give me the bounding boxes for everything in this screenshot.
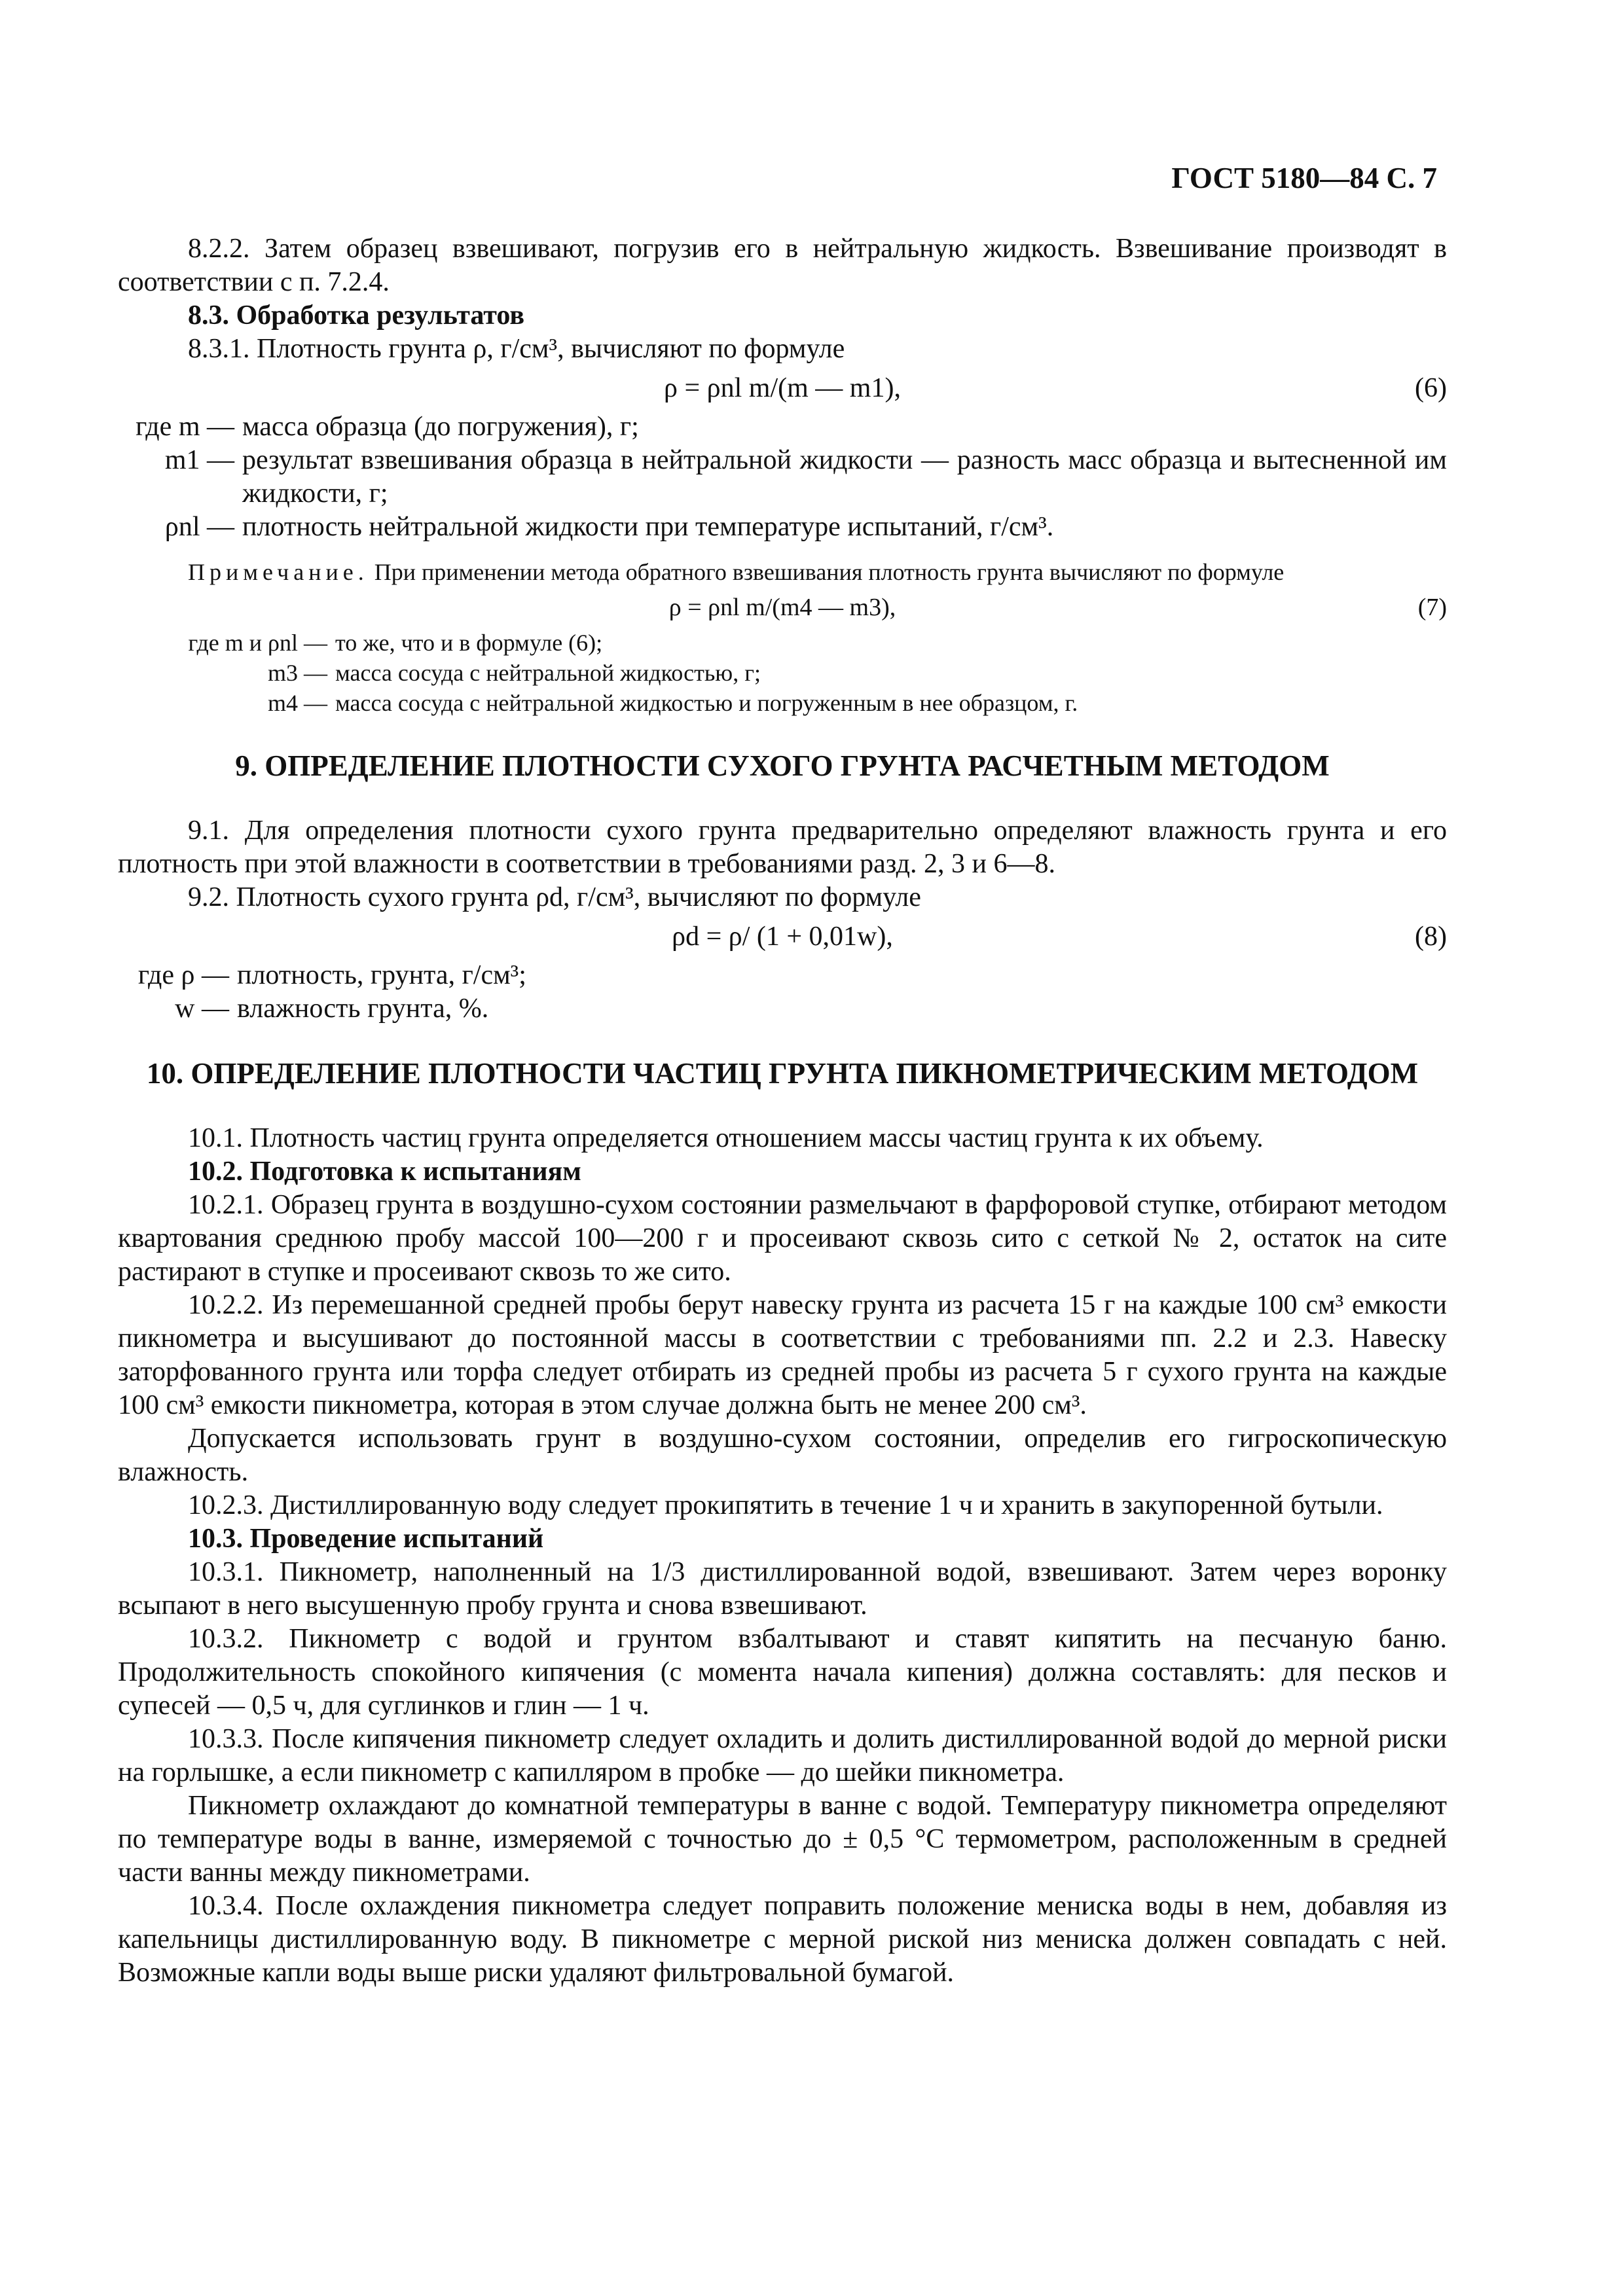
formula-8-legend xyxy=(118,959,1447,1026)
legend-symbol: m1 — xyxy=(164,445,234,475)
legend-symbol: m4 — xyxy=(267,690,327,716)
formula-8-number: (8) xyxy=(1415,922,1447,952)
legend-symbol: ρnl — xyxy=(164,512,234,542)
paragraph-8-2-2: 8.2.2. Затем образец взвешивают, погрузив его в нейтральную жидкость. Взвешивание производят в соответствии с п. 7.2.4. xyxy=(118,234,1447,297)
formula-6 xyxy=(118,366,1447,410)
formula-8 xyxy=(118,914,1447,959)
paragraph-9-2: 9.2. Плотность сухого грунта ρd, г/см³, вычисляют по формуле xyxy=(188,882,921,912)
paragraph-9-1: 9.1. Для определения плотности сухого грунта предварительно определяют влажность грунта и его плотность при этой влажности в соответствии в требованиями разд. 2, 3 и 6—8. xyxy=(118,816,1447,879)
page-header: ГОСТ 5180—84 С. 7 xyxy=(1171,162,1437,194)
paragraph-10-2-1: 10.2.1. Образец грунта в воздушно-сухом состоянии размельчают в фарфоровой ступке, отбирают методом квартования среднюю пробу массой 100—200 г и просеивают сквозь сито с сеткой № 2, остаток на сите растирают в ступке и просеивают сквозь то же сито. xyxy=(118,1190,1447,1287)
legend-description: плотность, грунта, г/см³; xyxy=(237,960,526,990)
paragraph-10-3-1: 10.3.1. Пикнометр, наполненный на 1/3 дистиллированной водой, взвешивают. Затем через воронку всыпают в него высушенную пробу грунта и снова взвешивают. xyxy=(118,1557,1447,1621)
legend-symbol: где m — xyxy=(136,412,234,442)
legend-description: плотность нейтральной жидкости при температуре испытаний, г/см³. xyxy=(242,512,1054,542)
formula-6-number: (6) xyxy=(1415,373,1447,403)
section-10-title: 10. ОПРЕДЕЛЕНИЕ ПЛОТНОСТИ ЧАСТИЦ ГРУНТА ПИКНОМЕТРИЧЕСКИМ МЕТОДОМ xyxy=(146,1057,1419,1090)
paragraph-10-3-3-b: Пикнометр охлаждают до комнатной температуры в ванне с водой. Температуру пикнометра определяют по температуре воды в ванне, измеряемой с точностью до ± 0,5 °С термометром, расположенным в средней части ванны между пикнометрами. xyxy=(118,1791,1447,1888)
formula-7 xyxy=(118,587,1447,628)
legend-description: результат взвешивания образца в нейтральной жидкости — разность масс образца и вытесненной им жидкости, г; xyxy=(242,445,1447,509)
paragraph-10-3-2: 10.3.2. Пикнометр с водой и грунтом взбалтывают и ставят кипятить на песчаную баню. Продолжительность спокойного кипячения (с момента начала кипения) должна составлять: для песков и супесей — 0,5 ч, для суглинков и глин — 1 ч. xyxy=(118,1624,1447,1721)
formula-6-expression: ρ = ρnl m/(m — m1), xyxy=(664,373,901,403)
legend-description: то же, что и в формуле (6); xyxy=(335,630,603,656)
note xyxy=(118,557,1447,587)
legend-description: влажность грунта, %. xyxy=(237,994,489,1024)
legend-symbol: где m и ρnl — xyxy=(188,630,327,656)
formula-7-legend xyxy=(118,628,1447,718)
formula-7-number: (7) xyxy=(1417,594,1447,621)
note-label: Примечание. xyxy=(188,559,369,585)
formula-8-expression: ρd = ρ/ (1 + 0,01w), xyxy=(672,922,893,952)
paragraph-10-2-2-b: Допускается использовать грунт в воздушно-сухом состоянии, определив его гигроскопическую влажность. xyxy=(118,1424,1447,1487)
paragraph-8-3-1: 8.3.1. Плотность грунта ρ, г/см³, вычисляют по формуле xyxy=(188,334,845,364)
paragraph-10-1: 10.1. Плотность частиц грунта определяется отношением массы частиц грунта к их объему. xyxy=(188,1123,1264,1153)
paragraph-10-2-3: 10.2.3. Дистиллированную воду следует прокипятить в течение 1 ч и хранить в закупоренной бутыли. xyxy=(188,1490,1383,1520)
heading-8-3: 8.3. Обработка результатов xyxy=(188,300,525,331)
legend-description: масса сосуда с нейтральной жидкостью и погруженным в нее образцом, г. xyxy=(335,690,1078,716)
legend-description: масса образца (до погружения), г; xyxy=(242,412,639,442)
page-content xyxy=(118,232,1447,1990)
formula-7-expression: ρ = ρnl m/(m4 — m3), xyxy=(668,594,896,621)
paragraph-10-3-3: 10.3.3. После кипячения пикнометр следует охладить и долить дистиллированной водой до мерной риски на горлышке, а если пикнометр с капилляром в пробке — до шейки пикнометра. xyxy=(118,1724,1447,1787)
paragraph-10-3-4: 10.3.4. После охлаждения пикнометра следует поправить положение мениска воды в нем, добавляя из капельницы дистиллированную воду. В пикнометре с мерной риской низ мениска должен совпадать с ней. Возможные капли воды выше риски удаляют фильтровальной бумагой. xyxy=(118,1891,1447,1988)
paragraph-10-2-2: 10.2.2. Из перемешанной средней пробы берут навеску грунта из расчета 15 г на каждые 100 см³ емкости пикнометра и высушивают до постоянной массы в соответствии с требованиями пп. 2.2 и 2.3. Навеску заторфованного грунта или торфа следует отбирать из средней пробы из расчета 5 г сухого грунта на каждые 100 см³ емкости пикнометра, которая в этом случае должна быть не менее 200 см³. xyxy=(118,1290,1447,1420)
legend-symbol: где ρ — xyxy=(137,960,229,990)
heading-10-2: 10.2. Подготовка к испытаниям xyxy=(188,1157,581,1187)
note-text: При применении метода обратного взвешивания плотность грунта вычисляют по формуле xyxy=(374,559,1285,585)
heading-10-3: 10.3. Проведение испытаний xyxy=(188,1524,544,1554)
section-9-title: 9. ОПРЕДЕЛЕНИЕ ПЛОТНОСТИ СУХОГО ГРУНТА РАСЧЕТНЫМ МЕТОДОМ xyxy=(235,749,1330,782)
formula-6-legend xyxy=(118,410,1447,544)
legend-description: масса сосуда с нейтральной жидкостью, г; xyxy=(335,660,761,686)
legend-symbol: m3 — xyxy=(267,660,327,686)
legend-symbol: w — xyxy=(175,994,229,1024)
